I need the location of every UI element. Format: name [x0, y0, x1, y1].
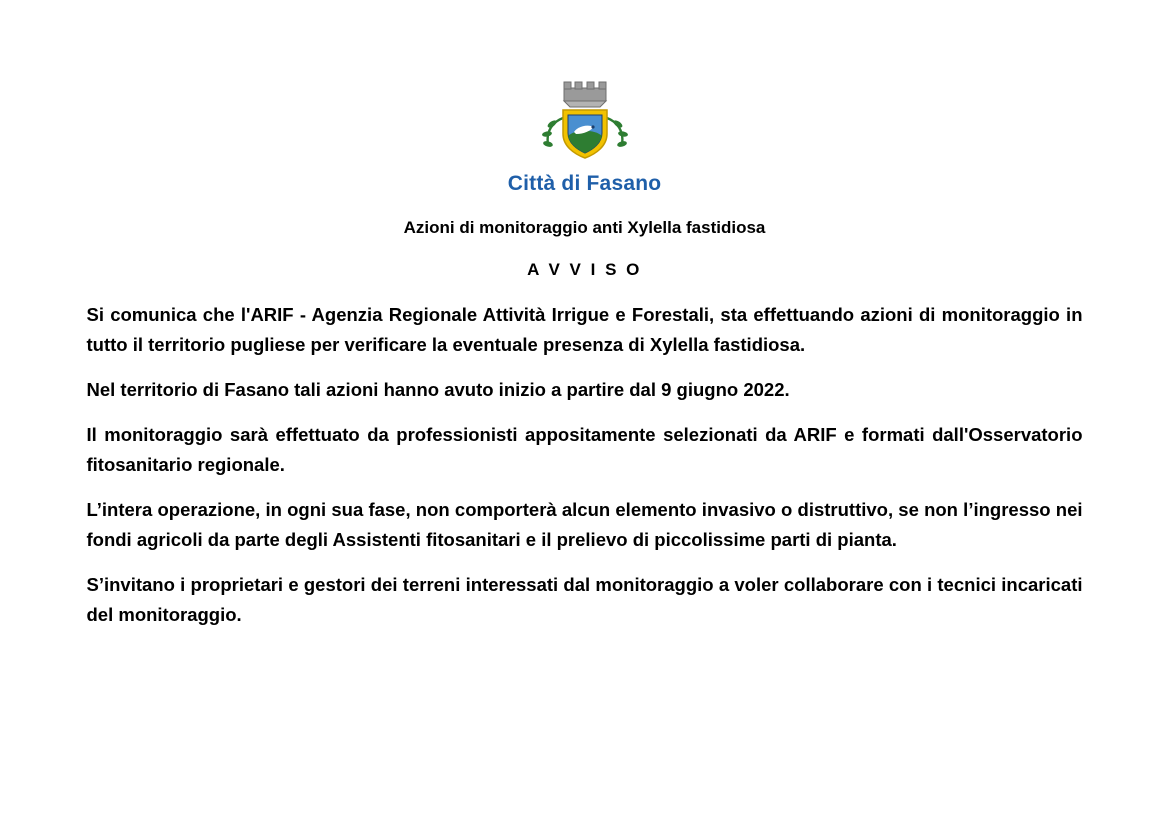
city-name: Città di Fasano	[507, 172, 662, 195]
paragraph: Il monitoraggio sarà effettuato da professionisti appositamente selezionati da ARIF e formati dall'Osservatorio fitosanitario regionale.	[86, 423, 1083, 475]
paragraph: Nel territorio di Fasano tali azioni hanno avuto inizio a partire dal 9 giugno 2022.	[86, 378, 790, 400]
paragraph: Si comunica che l'ARIF - Agenzia Regionale Attività Irrigue e Forestali, sta effettuando azioni di monitoraggio in tutto il territorio pugliese per verificare la eventuale presenza di Xylella fastidiosa.	[86, 304, 1083, 355]
document-body	[87, 280, 1083, 630]
paragraph: L’intera operazione, in ogni sua fase, non comporterà alcun elemento invasivo o distruttivo, se non l’ingresso nei fondi agricoli da parte degli Assistenti fitosanitari e il prelievo di piccolissime parti di pianta.	[86, 498, 1083, 550]
paragraph: S’invitano i proprietari e gestori dei terreni interessati dal monitoraggio a voler collaborare con i tecnici incaricati del monitoraggio.	[86, 573, 1083, 625]
document-header	[0, 0, 1169, 196]
city-crest-icon	[530, 74, 640, 166]
page-title: Azioni di monitoraggio anti Xylella fastidiosa	[403, 218, 766, 237]
document-subtitle: A V V I S O	[527, 260, 642, 279]
